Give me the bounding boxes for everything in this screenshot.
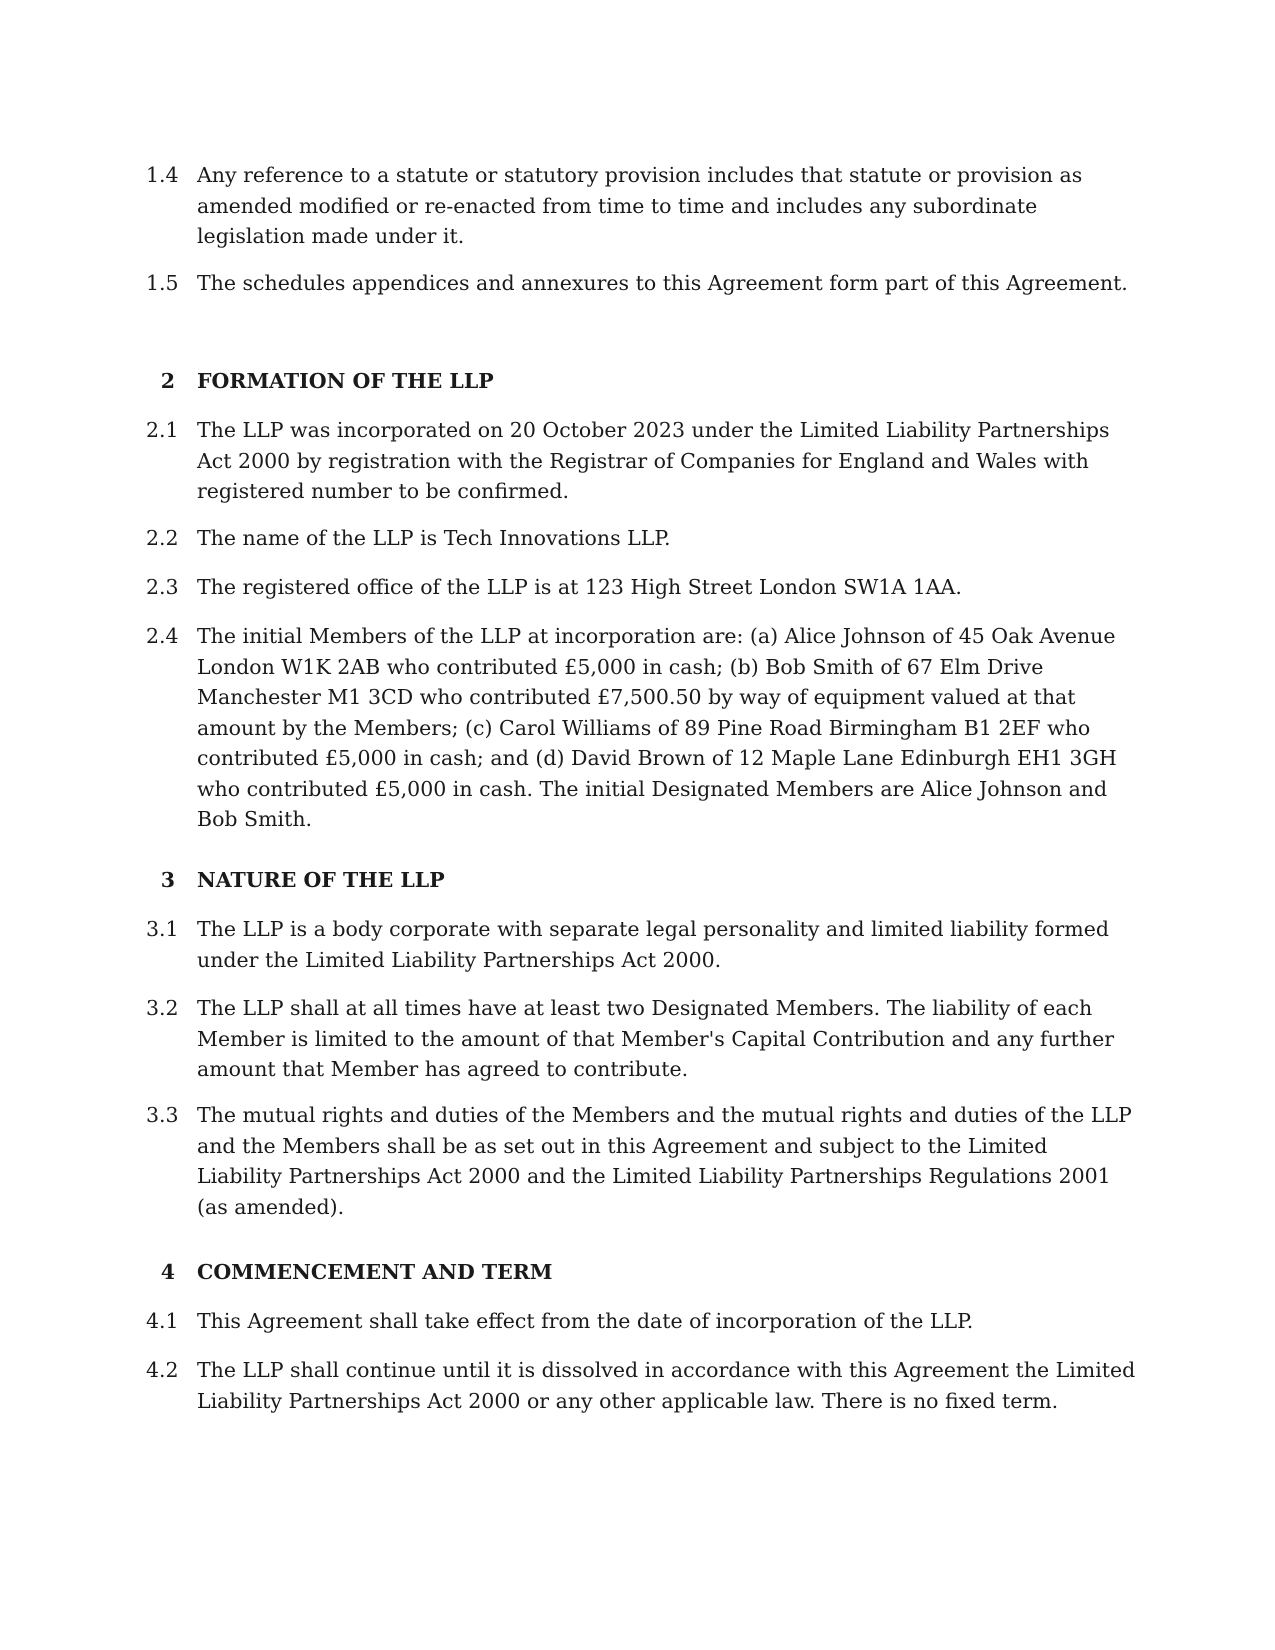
clause-text: The initial Members of the LLP at incorporation are: (a) Alice Johnson of 45 Oak Avenue London W1K 2AB who contributed £5,000 in cash; (b) Bob Smith of 67 Elm Drive Manchester M1 3CD who contributed £7,500.50 by way of equipment valued at that amount by the Members; (c) Carol Williams of 89 Pine Road Birmingham B1 2EF who contributed £5,000 in cash; and (d) David Brown of 12 Maple Lane Edinburgh EH1 3GH who contributed £5,000 in cash. The initial Designated Members are Alice Johnson and Bob Smith. bbox=[197, 624, 1117, 831]
clause-2-1 bbox=[146, 415, 1136, 507]
clause-number: 4.1 bbox=[146, 1309, 179, 1333]
section-title: COMMENCEMENT AND TERM bbox=[197, 1260, 553, 1284]
clause-number: 2.1 bbox=[146, 418, 179, 442]
clause-number: 3.2 bbox=[146, 996, 179, 1020]
clause-text: This Agreement shall take effect from the date of incorporation of the LLP. bbox=[197, 1309, 974, 1333]
clause-3-1 bbox=[146, 914, 1136, 975]
clause-3-2 bbox=[146, 993, 1136, 1085]
clause-number: 2.2 bbox=[146, 526, 179, 550]
section-number: 3 bbox=[160, 868, 175, 892]
clause-2-3 bbox=[146, 572, 1136, 603]
clause-number: 3.1 bbox=[146, 917, 179, 941]
clause-number: 1.5 bbox=[146, 271, 179, 295]
section-number: 4 bbox=[160, 1260, 175, 1284]
section-title: FORMATION OF THE LLP bbox=[197, 369, 494, 393]
clause-4-1 bbox=[146, 1306, 1136, 1337]
clause-text: The schedules appendices and annexures to this Agreement form part of this Agreement. bbox=[197, 271, 1128, 295]
clause-4-2 bbox=[146, 1355, 1136, 1416]
clause-text: The name of the LLP is Tech Innovations LLP. bbox=[197, 526, 671, 550]
clause-1-4 bbox=[146, 160, 1136, 252]
clause-1-5 bbox=[146, 268, 1136, 299]
clause-2-4 bbox=[146, 621, 1136, 835]
clause-2-2 bbox=[146, 523, 1136, 554]
clause-text: The registered office of the LLP is at 123 High Street London SW1A 1AA. bbox=[197, 575, 962, 599]
clause-text: The LLP shall continue until it is dissolved in accordance with this Agreement the Limited Liability Partnerships Act 2000 or any other applicable law. There is no fixed term. bbox=[197, 1358, 1136, 1413]
clause-number: 1.4 bbox=[146, 163, 179, 187]
clause-number: 2.3 bbox=[146, 575, 179, 599]
clause-text: The LLP shall at all times have at least two Designated Members. The liability of each Member is limited to the amount of that Member's Capital Contribution and any further amount that Member has agreed to contribute. bbox=[197, 996, 1115, 1081]
clause-text: The mutual rights and duties of the Members and the mutual rights and duties of the LLP and the Members shall be as set out in this Agreement and subject to the Limited Liability Partnerships Act 2000 and the Limited Liability Partnerships Regulations 2001 (as amended). bbox=[197, 1103, 1132, 1219]
clause-3-3 bbox=[146, 1100, 1136, 1222]
section-title: NATURE OF THE LLP bbox=[197, 868, 445, 892]
section-heading-4 bbox=[146, 1257, 1136, 1288]
clause-text: The LLP was incorporated on 20 October 2023 under the Limited Liability Partnerships Act 2000 by registration with the Registrar of Companies for England and Wales with registered number to be confirmed. bbox=[197, 418, 1110, 503]
clause-text: Any reference to a statute or statutory provision includes that statute or provision as amended modified or re-enacted from time to time and includes any subordinate legislation made under it. bbox=[197, 163, 1083, 248]
section-number: 2 bbox=[160, 369, 175, 393]
clause-text: The LLP is a body corporate with separate legal personality and limited liability formed under the Limited Liability Partnerships Act 2000. bbox=[197, 917, 1109, 972]
section-heading-3 bbox=[146, 865, 1136, 896]
clause-number: 4.2 bbox=[146, 1358, 179, 1382]
clause-number: 2.4 bbox=[146, 624, 179, 648]
section-heading-2 bbox=[146, 366, 1136, 397]
clause-number: 3.3 bbox=[146, 1103, 179, 1127]
